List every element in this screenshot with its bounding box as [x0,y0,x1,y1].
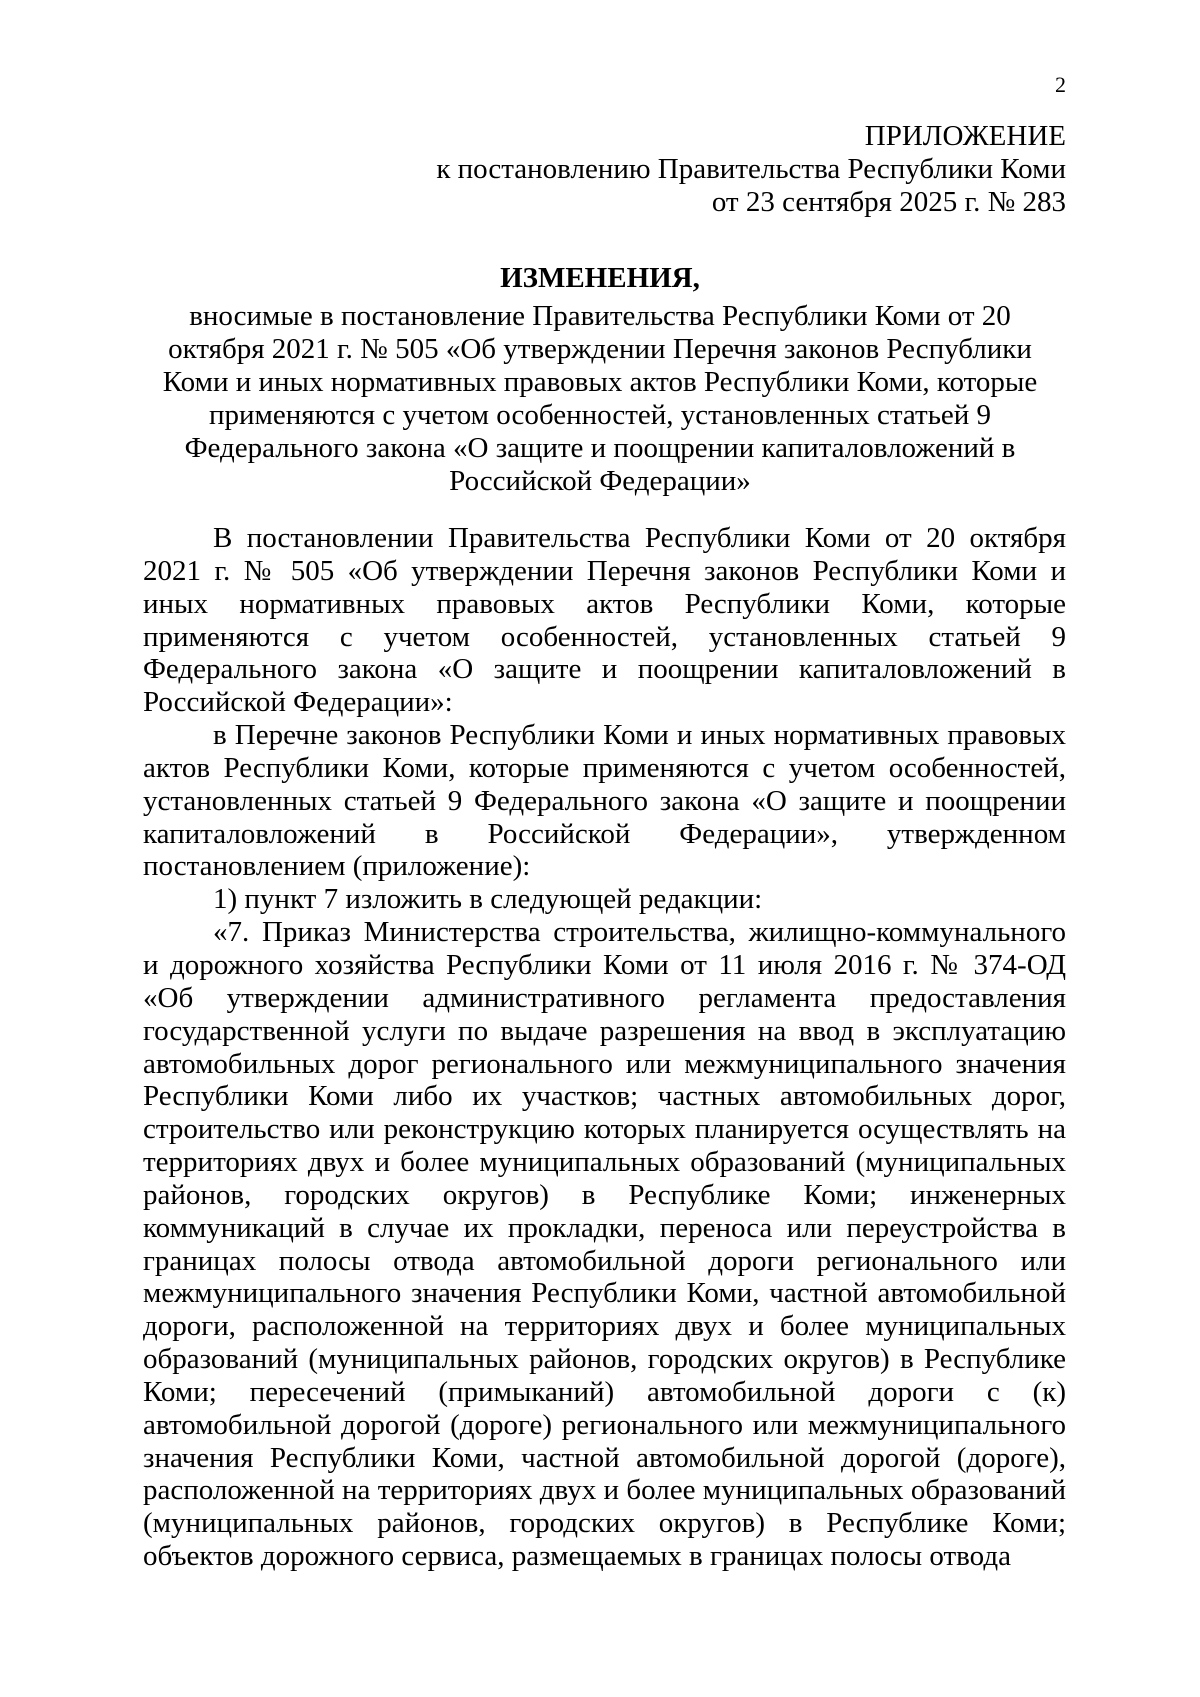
subheading-line: вносимые в постановление Правительства Республики Коми от 20 [189,300,1011,332]
appendix-title: ПРИЛОЖЕНИЕ [864,120,1066,152]
document-subheading [0,300,1200,498]
subheading-line: Российской Федерации» [449,465,751,497]
page-number: 2 [1055,72,1066,97]
body-paragraph: 1) пункт 7 изложить в следующей редакции: [213,883,763,916]
body-paragraph: в Перечне законов Республики Коми и иных нормативных правовых актов Республики Коми, которые применяются с учетом особенностей, установленных статьей 9 Федерального закона «О защите и поощрении капиталовложений в Российской Федерации», утвержденном постановлением (приложение): [143,719,1066,883]
appendix-line-1: к постановлению Правительства Республики Коми [436,153,1066,185]
appendix-line-2: от 23 сентября 2025 г. № 283 [711,186,1066,218]
document-heading: ИЗМЕНЕНИЯ, [500,262,700,294]
body-paragraph: «7. Приказ Министерства строительства, жилищно-коммунального и дорожного хозяйства Республики Коми от 11 июля 2016 г. № 374-ОД «Об утверждении административного регламента предоставления государственной услуги по выдаче разрешения на ввод в эксплуатацию автомобильных дорог регионального или межмуниципального значения Республики Коми либо их участков; частных автомобильных дорог, строительство или реконструкцию которых планируется осуществлять на территориях двух и более муниципальных образований (муниципальных районов, городских округов) в Республике Коми; инженерных коммуникаций в случае их прокладки, переноса или переустройства в границах полосы отвода автомобильной дороги регионального или межмуниципального значения Республики Коми, частной автомобильной дороги, расположенной на территориях двух и более муниципальных образований (муниципальных районов, городских округов) в Республике Коми; пересечений (примыканий) автомобильной дороги с (к) автомобильной дорогой (дороге) регионального или межмуниципального значения Республики Коми, частной автомобильной дорогой (дороге), расположенной на территориях двух и более муниципальных образований (муниципальных районов, городских округов) в Республике Коми; объектов дорожного сервиса, размещаемых в границах полосы отвода [143,916,1066,1573]
subheading-line: применяются с учетом особенностей, установленных статьей 9 [208,399,992,431]
subheading-line: Федерального закона «О защите и поощрении капиталовложений в [184,432,1016,464]
document-body [143,522,1066,1573]
subheading-line: октября 2021 г. № 505 «Об утверждении Перечня законов Республики [168,333,1032,365]
appendix-block [436,120,1066,219]
subheading-line: Коми и иных нормативных правовых актов Республики Коми, которые [162,366,1038,398]
body-paragraph: В постановлении Правительства Республики Коми от 20 октября 2021 г. № 505 «Об утверждении Перечня законов Республики Коми и иных нормативных правовых актов Республики Коми, которые применяются с учетом особенностей, установленных статьей 9 Федерального закона «О защите и поощрении капиталовложений в Российской Федерации»: [143,522,1066,719]
